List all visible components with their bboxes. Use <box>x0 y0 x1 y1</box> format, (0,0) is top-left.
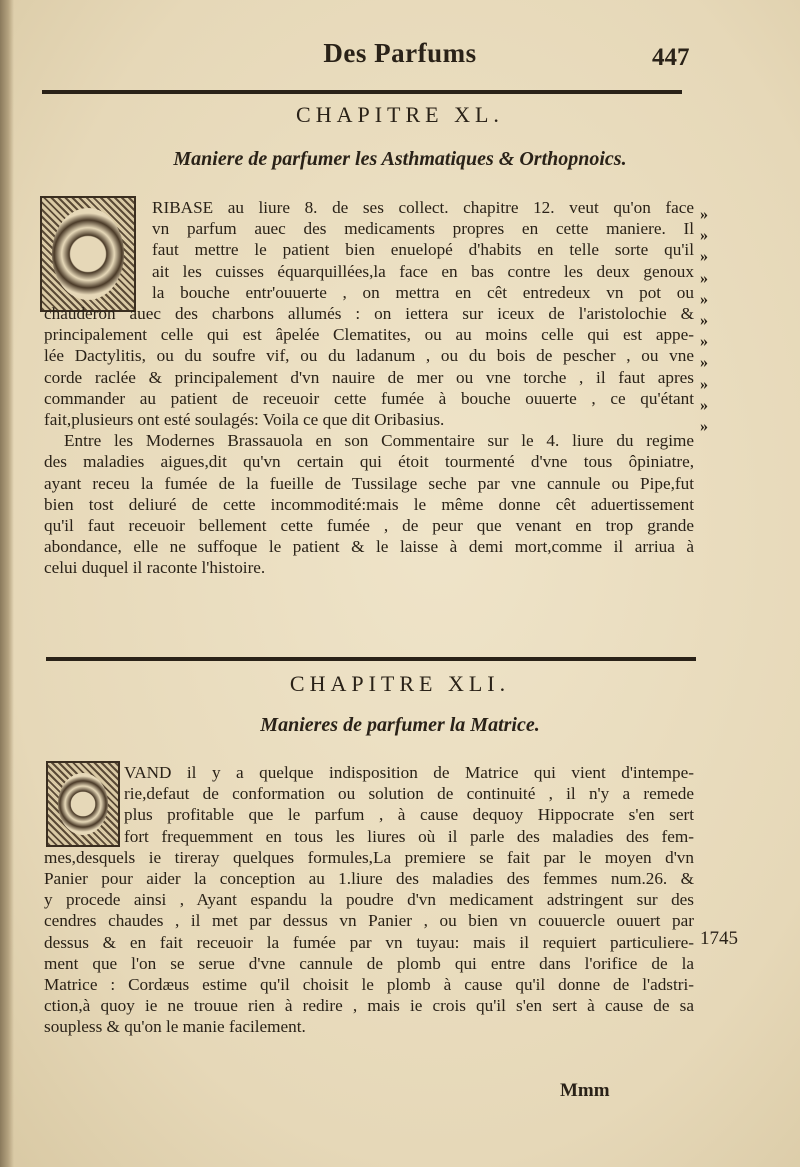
text-line: dessus & en fait receuoir la fumée par vn tuyau: mais il requiert particuliere- <box>44 932 694 952</box>
text-line: ment que l'on se serue d'vne cannule de plomb qui entre dans l'orifice de la <box>44 953 694 973</box>
text-line: qu'il faut receuoir bellement cette fumée , de peur que venant en trop grande <box>44 516 694 536</box>
text-line: rie,defaut de conformation ou solution de continuité , il n'y a remede <box>124 784 694 804</box>
text-line: y procede ainsi , Ayant espandu la poudre d'vn medicament adstringent sur des <box>44 890 694 910</box>
running-head: Des Parfums <box>323 38 477 68</box>
chapter-41-text <box>44 762 694 1038</box>
quotation-marks-column <box>700 204 708 437</box>
text-line: lée Dactylitis, ou du soufre vif, ou du ladanum , ou du bois de pescher , ou vne <box>44 346 694 366</box>
quote-mark: » <box>700 206 708 223</box>
chapter-divider-rule <box>46 657 696 661</box>
text-line: RIBASE au liure 8. de ses collect. chapitre 12. veut qu'on face <box>152 198 694 217</box>
quote-mark: » <box>700 354 708 372</box>
chapter-40-heading: CHAPITRE XL. <box>296 102 504 127</box>
text-line: vn parfum auec des medicaments propres en cette maniere. Il <box>152 219 694 239</box>
quote-mark: » <box>700 248 708 266</box>
chapter-40-title: Maniere de parfumer les Asthmatiques & Orthopnoics. <box>173 148 627 170</box>
quote-mark: » <box>700 375 708 393</box>
quote-mark: » <box>700 227 708 245</box>
text-line: commander au patient de receuoir cette fumée à bouche ouuerte , ce qu'étant <box>44 388 694 408</box>
chapter-41-title: Manieres de parfumer la Matrice. <box>260 714 540 736</box>
text-line: plus profitable que le parfum , à cause dequoy Hippocrate s'en sert <box>124 805 694 825</box>
text-line: VAND il y a quelque indisposition de Matrice qui vient d'intempe- <box>124 763 694 782</box>
text-line: corde raclée & principalement d'vn nauire de mer ou vne torche , il faut apres <box>44 367 694 387</box>
page-number: 447 <box>652 44 690 71</box>
chapter-40-text <box>44 197 694 579</box>
header-rule <box>42 90 682 94</box>
text-line: faut mettre le patient bien enuelopé d'habits en telle sorte qu'il <box>152 240 694 260</box>
text-line: cendres chaudes , il met par dessus vn Panier , ou bien vn couuercle ouuert par <box>44 911 694 931</box>
text-line: fort frequemment en tous les liures où il parle des maladies des fem- <box>124 826 694 846</box>
text-line: Entre les Modernes Brassauola en son Commentaire sur le 4. liure du regime <box>64 431 694 451</box>
text-line: ait les cuisses équarquillées,la face en bas contre les deux genoux <box>152 261 694 281</box>
quote-mark: » <box>700 333 708 351</box>
quote-mark: » <box>700 312 708 330</box>
text-line: fait,plusieurs ont esté soulagés: Voila ce que dit Oribasius. <box>44 410 445 430</box>
text-line: principalement celle qui est âpelée Clematites, ou au moins celle qui est appe- <box>44 325 694 345</box>
text-line: celui duquel il raconte l'histoire. <box>44 558 266 578</box>
quote-mark: » <box>700 396 708 414</box>
binding-gutter <box>0 0 14 1167</box>
text-line: mes,desquels ie tireray quelques formules,La premiere se fait par le moyen d'vn <box>44 847 694 867</box>
text-line: soupless & qu'on le manie facilement. <box>44 1017 306 1037</box>
quote-mark: » <box>700 290 708 308</box>
signature-mark: Mmm <box>560 1080 610 1101</box>
text-line: ayant receu la fumée de la fueille de Tussilage seche par vne cannule ou Pipe,fut <box>44 473 694 493</box>
margin-note: 1745 <box>700 928 738 949</box>
text-line: des maladies aigues,dit qu'vn certain qui étoit tourmenté d'vne tous ôpiniatre, <box>44 452 694 472</box>
text-line: la bouche entr'ouuerte , on mettra en cêt entredeux vn pot ou <box>152 282 694 302</box>
quote-mark: » <box>700 418 708 436</box>
text-line: Panier pour aider la conception au 1.liure des maladies des femmes num.26. & <box>44 869 694 889</box>
text-line: bien tost deliuré de cette incommodité:mais le même donne cêt aduertissement <box>44 494 694 514</box>
chapter-41-heading: CHAPITRE XLI. <box>289 671 511 696</box>
text-line: abondance, elle ne suffoque le patient & le laisse à demi mort,comme il arriua à <box>44 537 694 557</box>
text-line: ction,à quoy ie ne trouue rien à redire , mais ie crois qu'il s'en sert à cause de sa <box>44 996 694 1016</box>
text-line: chauderon auec des charbons allumés : on iettera sur iceux de l'aristolochie & <box>44 304 694 324</box>
text-line: Matrice : Cordæus estime qu'il choisit le plomb à cause qu'il donne de l'adstri- <box>44 975 694 995</box>
quote-mark: » <box>700 269 708 287</box>
